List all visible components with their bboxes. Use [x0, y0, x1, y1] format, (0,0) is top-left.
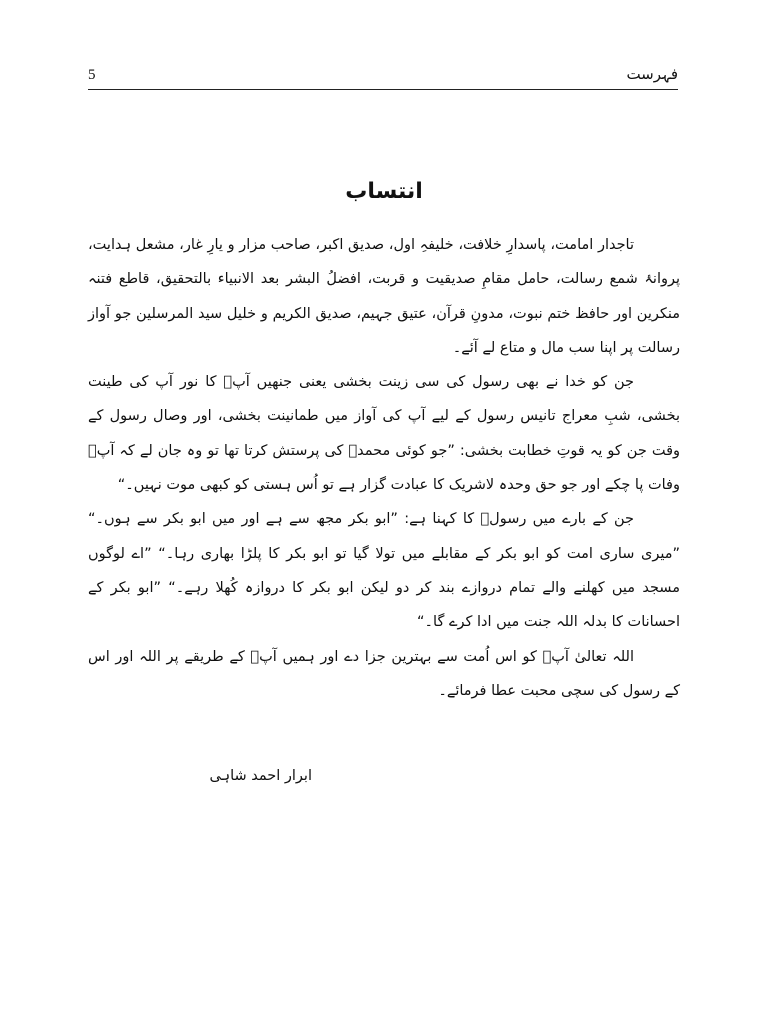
text-line: جن کو یہ قوتِ خطابت بخشی: ”جو کوئی محمدؐ کی پرستش کرتا تھا تو وہ جان لے کہ آپؐ وفات پا چکے	[88, 442, 680, 494]
text-line: ”میری ساری امت کو ابو بکر کے مقابلے میں تولا گیا تو ابو بکر کا پلڑا بھاری رہا۔“ ”اے لوگوں مسجد	[88, 545, 681, 596]
dedication-paragraph-3	[88, 502, 680, 639]
text-line: میں کھلنے والے تمام دروازے بند کر دو لیکن ابو بکر کا دروازہ کُھلا رہے۔“ ”ابو بکر کے احسانات کا	[88, 579, 680, 631]
dedication-paragraph-2	[88, 365, 680, 502]
text-line: اور جو حق وحدہ لاشریک کا عبادت گزار ہے تو اُس ہستی کو کبھی موت نہیں۔“	[117, 477, 601, 494]
text-line: بدلہ اللہ جنت میں ادا کرے گا۔“	[417, 614, 607, 631]
dedication-body	[88, 228, 680, 708]
text-line: ہدایت، پروانۂ شمع رسالت، حامل مقامِ صدیقیت و قربت، افضلُ البشر بعد الانبیاء بالتحقیق،	[88, 237, 681, 288]
text-line: کے رسول کی سچی محبت عطا فرمائے۔	[438, 682, 680, 699]
page-number: 5	[88, 67, 96, 83]
text-line: تاجدار امامت، پاسدارِ خلافت، خلیفہِ اول، صدیق اکبر، صاحب مزار و یارِ غار، مشعل	[135, 237, 635, 253]
text-line: اللہ تعالیٰ آپؓ کو اس اُمت سے بہترین جزا دے اور ہمیں آپؓ کے طریقے پر اللہ اور اس	[88, 648, 634, 665]
header-divider	[88, 89, 678, 90]
text-line: قاطع فتنہ منکرین اور حافظ ختم نبوت، مدونِ قرآن، عتیق جہیم، صدیق الکریم و خلیل سید	[88, 271, 681, 322]
text-line: جن کو خدا نے بھی رسول کی سی زینت بخشی یعنی جنھیں آپؐ کا نور آپ کی طینت بخشی،	[88, 374, 680, 425]
dedication-paragraph-1	[88, 228, 680, 365]
text-line: جن کے بارے میں رسولؐ کا کہنا ہے: ”ابو بکر مجھ سے ہے اور میں ابو بکر سے ہوں۔“	[88, 511, 634, 528]
page-title: انتساب	[345, 179, 423, 204]
text-line: المرسلین جو آواز رسالت پر اپنا سب مال و متاع لے آئے۔	[88, 305, 680, 356]
running-head: فہرست	[626, 65, 678, 83]
dedication-paragraph-4	[88, 640, 680, 709]
text-line: شبِ معراج تانیس رسول کے لیے آپ کی آواز میں طمانینت بخشی، اور وصال رسول کے وقت	[88, 408, 681, 459]
author-signature	[0, 761, 768, 791]
author-name: ابرار احمد شاہی	[209, 768, 312, 784]
